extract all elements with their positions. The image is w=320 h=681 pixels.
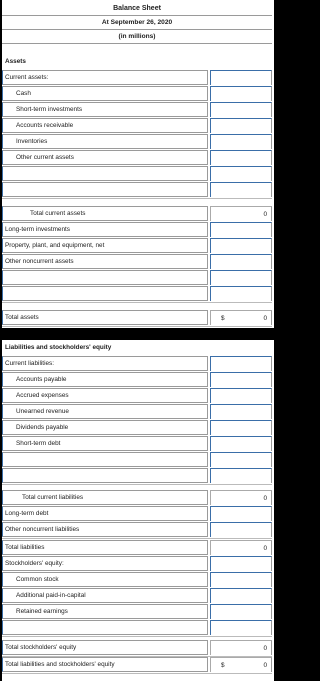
unearned-revenue-label: Unearned revenue xyxy=(16,408,69,415)
long-term-investments-label: Long-term investments xyxy=(5,226,70,233)
total-liabilities-row xyxy=(2,540,272,557)
retained-earnings-value-field[interactable] xyxy=(210,604,272,619)
total-liab-equity-cell xyxy=(210,657,272,672)
accrued-expenses-label: Accrued expenses xyxy=(16,392,69,399)
blank-liab-value-field-2[interactable] xyxy=(210,468,272,483)
stockholders-equity-label: Stockholders' equity: xyxy=(5,560,64,567)
total-current-liabilities-row xyxy=(2,490,272,507)
other-current-assets-label: Other current assets xyxy=(16,154,74,161)
cash-label: Cash xyxy=(16,90,31,97)
assets-heading: Assets xyxy=(5,58,26,65)
current-assets-label: Current assets: xyxy=(5,74,49,81)
apic-row xyxy=(2,588,272,605)
total-current-assets-value: 0 xyxy=(263,211,267,218)
apic-label: Additional paid-in-capital xyxy=(16,592,86,599)
blank-equity-row xyxy=(2,620,272,637)
current-liabilities-label: Current liabilities: xyxy=(5,360,55,367)
blank-liab-label-field-2[interactable] xyxy=(2,468,208,483)
sheet-date: At September 26, 2020 xyxy=(2,16,272,30)
sheet-title: Balance Sheet xyxy=(2,2,272,16)
dividends-payable-row xyxy=(2,420,272,437)
other-noncurrent-liabilities-value-field[interactable] xyxy=(210,522,272,537)
other-noncurrent-liabilities-label: Other noncurrent liabilities xyxy=(5,526,80,533)
common-stock-label: Common stock xyxy=(16,576,59,583)
current-assets-value-field[interactable] xyxy=(210,70,272,85)
accounts-receivable-label: Accounts receivable xyxy=(16,122,74,129)
current-assets-row xyxy=(2,70,272,87)
total-liabilities-label: Total liabilities xyxy=(5,544,45,551)
inventories-value-field[interactable] xyxy=(210,134,272,149)
dividends-payable-label: Dividends payable xyxy=(16,424,69,431)
retained-earnings-row xyxy=(2,604,272,621)
blank-asset-label-field-2[interactable] xyxy=(2,182,208,197)
total-liab-equity-dollar: $ xyxy=(221,662,225,669)
other-noncurrent-assets-label: Other noncurrent assets xyxy=(5,258,74,265)
long-term-debt-row xyxy=(2,506,272,523)
blank-equity-value-field[interactable] xyxy=(210,620,272,635)
liabilities-heading-row xyxy=(2,340,272,357)
cash-row xyxy=(2,86,272,103)
other-current-assets-value-field[interactable] xyxy=(210,150,272,165)
blank-liab-row-1 xyxy=(2,452,272,469)
blank-asset-row-4 xyxy=(2,286,272,303)
ppe-value-field[interactable] xyxy=(210,238,272,253)
retained-earnings-label: Retained earnings xyxy=(16,608,68,615)
long-term-investments-value-field[interactable] xyxy=(210,222,272,237)
section-separator xyxy=(0,328,276,340)
current-liabilities-row xyxy=(2,356,272,373)
common-stock-row xyxy=(2,572,272,589)
accounts-payable-label: Accounts payable xyxy=(16,376,67,383)
blank-asset-value-field-4[interactable] xyxy=(210,286,272,301)
ppe-label: Property, plant, and equipment, net xyxy=(5,242,105,249)
total-stockholders-equity-value: 0 xyxy=(263,645,267,652)
other-noncurrent-liabilities-row xyxy=(2,522,272,539)
total-assets-label: Total assets xyxy=(5,314,39,321)
total-assets-value: 0 xyxy=(263,315,267,322)
liabilities-heading: Liabilities and stockholders' equity xyxy=(5,344,112,351)
accrued-expenses-row xyxy=(2,388,272,405)
assets-heading-row xyxy=(2,54,272,71)
short-term-investments-row xyxy=(2,102,272,119)
apic-value-field[interactable] xyxy=(210,588,272,603)
total-current-assets-cell xyxy=(210,206,272,221)
total-stockholders-equity-row xyxy=(2,640,272,657)
short-term-debt-label: Short-term debt xyxy=(16,440,61,447)
total-liabilities-value: 0 xyxy=(263,545,267,552)
total-assets-cell xyxy=(210,310,272,325)
total-assets-row xyxy=(2,310,272,327)
total-stockholders-equity-cell xyxy=(210,640,272,655)
other-current-assets-row xyxy=(2,150,272,167)
blank-asset-value-field-3[interactable] xyxy=(210,270,272,285)
total-liabilities-cell xyxy=(210,540,272,555)
total-liab-equity-value: 0 xyxy=(263,662,267,669)
accrued-expenses-value-field[interactable] xyxy=(210,388,272,403)
dividends-payable-value-field[interactable] xyxy=(210,420,272,435)
cash-value-field[interactable] xyxy=(210,86,272,101)
blank-asset-label-field-3[interactable] xyxy=(2,270,208,285)
accounts-receivable-row xyxy=(2,118,272,135)
stockholders-equity-value-field[interactable] xyxy=(210,556,272,571)
other-noncurrent-assets-row xyxy=(2,254,272,271)
blank-asset-label-field-4[interactable] xyxy=(2,286,208,301)
total-liab-equity-row xyxy=(2,657,272,674)
total-liab-equity-label: Total liabilities and stockholders' equity xyxy=(5,661,115,668)
unearned-revenue-value-field[interactable] xyxy=(210,404,272,419)
stockholders-equity-row xyxy=(2,556,272,573)
cash-label-field[interactable] xyxy=(2,86,208,101)
accounts-receivable-value-field[interactable] xyxy=(210,118,272,133)
blank-asset-value-field-1[interactable] xyxy=(210,166,272,181)
ppe-row xyxy=(2,238,272,255)
accounts-payable-value-field[interactable] xyxy=(210,372,272,387)
long-term-debt-value-field[interactable] xyxy=(210,506,272,521)
blank-asset-row-3 xyxy=(2,270,272,287)
total-assets-dollar: $ xyxy=(221,315,225,322)
total-current-assets-row xyxy=(2,206,272,223)
sheet-units: (in millions) xyxy=(2,30,272,44)
blank-liab-row-2 xyxy=(2,468,272,485)
total-current-liabilities-value: 0 xyxy=(263,495,267,502)
total-current-liabilities-cell xyxy=(210,490,272,505)
inventories-row xyxy=(2,134,272,151)
total-current-liabilities-label: Total current liabilities xyxy=(22,494,84,501)
short-term-investments-label: Short-term investments xyxy=(16,106,83,113)
long-term-investments-row xyxy=(2,222,272,239)
short-term-debt-row xyxy=(2,436,272,453)
blank-asset-label-field-1[interactable] xyxy=(2,166,208,181)
blank-equity-label-field[interactable] xyxy=(2,620,208,635)
short-term-investments-value-field[interactable] xyxy=(210,102,272,117)
blank-asset-value-field-2[interactable] xyxy=(210,182,272,197)
total-stockholders-equity-label: Total stockholders' equity xyxy=(5,644,77,651)
blank-asset-row-1 xyxy=(2,166,272,183)
total-current-assets-label: Total current assets xyxy=(30,210,86,217)
short-term-debt-value-field[interactable] xyxy=(210,436,272,451)
long-term-debt-label: Long-term debt xyxy=(5,510,49,517)
inventories-label: Inventories xyxy=(16,138,48,145)
accounts-payable-row xyxy=(2,372,272,389)
current-liabilities-value-field[interactable] xyxy=(210,356,272,371)
blank-liab-value-field-1[interactable] xyxy=(210,452,272,467)
blank-asset-row-2 xyxy=(2,182,272,199)
other-noncurrent-assets-value-field[interactable] xyxy=(210,254,272,269)
common-stock-value-field[interactable] xyxy=(210,572,272,587)
blank-liab-label-field-1[interactable] xyxy=(2,452,208,467)
unearned-revenue-row xyxy=(2,404,272,421)
